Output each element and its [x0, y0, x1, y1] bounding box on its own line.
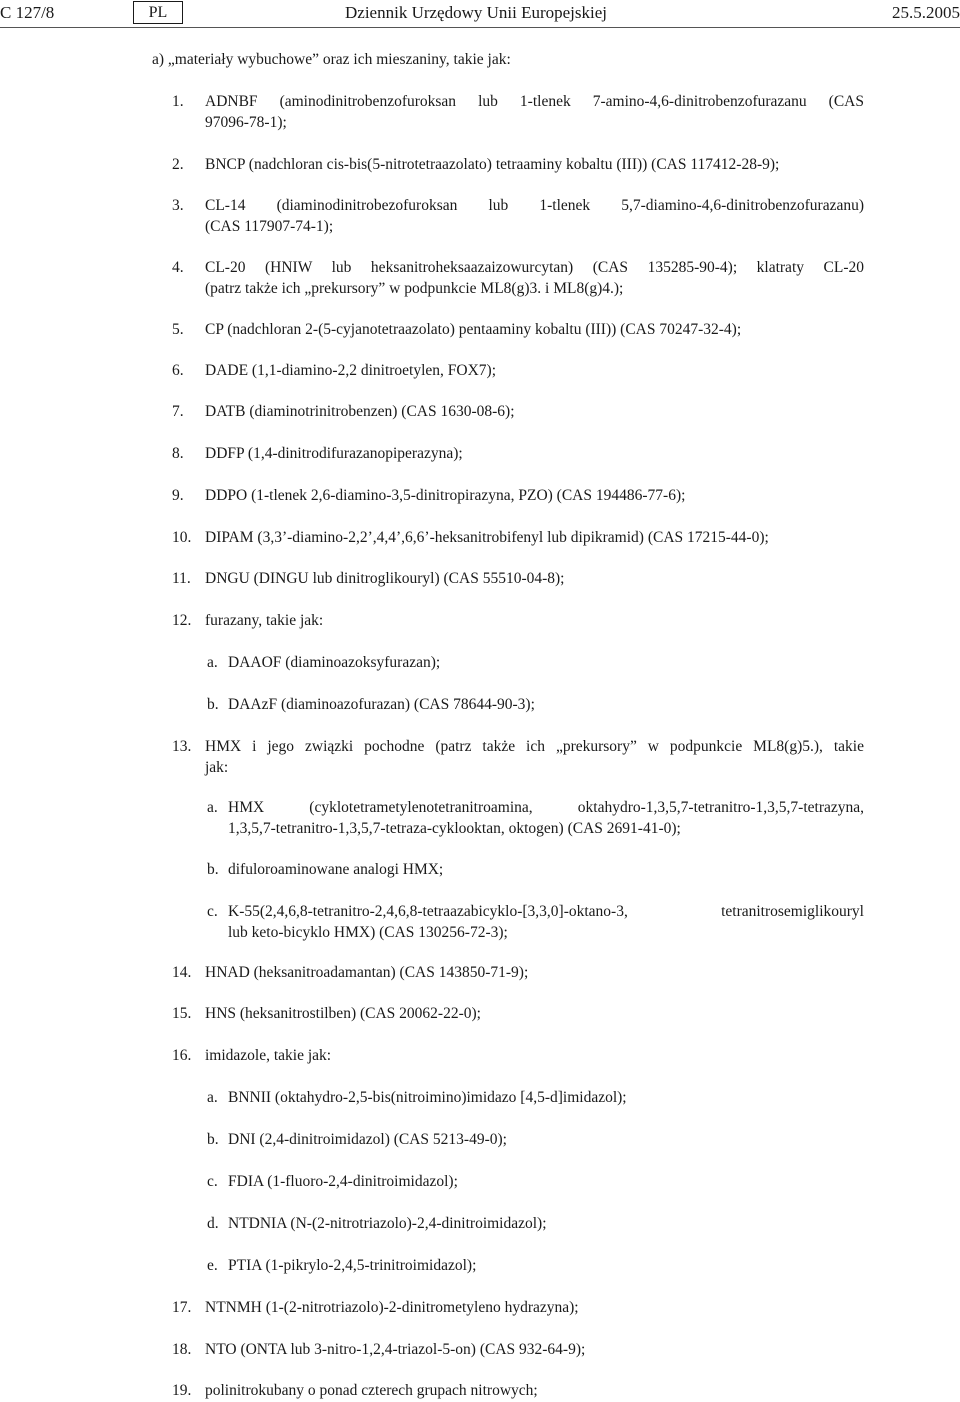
item-text: NTDNIA (N-(2-nitrotriazolo)-2,4-dinitroimidazol); [228, 1215, 547, 1232]
item-text: CL-14 (diaminodinitrobezofuroksan lub 1-tlenek 5,7-diamino-4,6-dinitrobenzofurazanu) [205, 197, 864, 214]
item-text-continuation: 1,3,5,7-tetranitro-1,3,5,7-tetraza-cyklooktan, oktogen) (CAS 2691-41-0); [228, 820, 681, 837]
item-text: ADNBF (aminodinitrobenzofuroksan lub 1-tlenek 7-amino-4,6-dinitrobenzofurazanu (CAS [205, 93, 864, 110]
item-number: 7. [172, 403, 184, 420]
item-number: c. [207, 903, 218, 920]
item-number: 3. [172, 197, 184, 214]
header-rule [0, 27, 960, 28]
item-text: DDFP (1,4-dinitrodifurazanopiperazyna); [205, 445, 463, 462]
item-number: 16. [172, 1047, 192, 1064]
item-number: 14. [172, 964, 192, 981]
item-text: HNS (heksanitrostilben) (CAS 20062-22-0); [205, 1005, 481, 1022]
page-reference: C 127/8 [0, 3, 55, 22]
item-number: b. [207, 1131, 219, 1148]
intro-text: a) „materiały wybuchowe” oraz ich mieszaniny, takie jak: [152, 51, 511, 68]
item-number: c. [207, 1173, 218, 1190]
item-text-continuation: jak: [205, 759, 229, 776]
item-text: DIPAM (3,3’-diamino-2,2’,4,4’,6,6’-heksanitrobifenyl lub dipikramid) (CAS 17215-44-0); [205, 529, 769, 546]
item-text: FDIA (1-fluoro-2,4-dinitroimidazol); [228, 1173, 458, 1190]
item-number: 17. [172, 1299, 192, 1316]
item-number: a. [207, 1089, 218, 1106]
item-text: DNGU (DINGU lub dinitroglikouryl) (CAS 55510-04-8); [205, 570, 565, 587]
item-text: DATB (diaminotrinitrobenzen) (CAS 1630-08-6); [205, 403, 515, 420]
item-text: difuloroaminowane analogi HMX; [228, 861, 444, 878]
item-number: 2. [172, 156, 184, 173]
item-number: 4. [172, 259, 184, 276]
item-number: 10. [172, 529, 192, 546]
item-text-continuation: lub keto-bicyklo HMX) (CAS 130256-72-3); [228, 924, 508, 941]
item-number: 9. [172, 487, 184, 504]
item-number: b. [207, 696, 219, 713]
item-text: HMX (cyklotetrametylenotetranitroamina, oktahydro-1,3,5,7-tetranitro-1,3,5,7-tetrazyna, [228, 799, 864, 816]
language-badge: PL [133, 1, 183, 24]
item-text-continuation: 97096-78-1); [205, 114, 287, 131]
item-text: NTNMH (1-(2-nitrotriazolo)-2-dinitrometyleno hydrazyna); [205, 1299, 579, 1316]
item-text-continuation: (patrz także ich „prekursory” w podpunkcie ML8(g)3. i ML8(g)4.); [205, 280, 624, 297]
item-number: 18. [172, 1341, 192, 1358]
item-text: DAAOF (diaminoazoksyfurazan); [228, 654, 441, 671]
item-text: DNI (2,4-dinitroimidazol) (CAS 5213-49-0); [228, 1131, 507, 1148]
page-header [0, 0, 960, 28]
journal-title: Dziennik Urzędowy Unii Europejskiej [345, 3, 608, 22]
item-text: BNNII (oktahydro-2,5-bis(nitroimino)imidazo [4,5-d]imidazol); [228, 1089, 627, 1106]
item-text: polinitrokubany o ponad czterech grupach nitrowych; [205, 1382, 538, 1399]
item-text: CL-20 (HNIW lub heksanitroheksaazaizowurcytan) (CAS 135285-90-4); klatraty CL-20 [205, 259, 864, 276]
publication-date: 25.5.2005 [892, 3, 960, 22]
item-text: DAAzF (diaminoazofurazan) (CAS 78644-90-3); [228, 696, 535, 713]
item-number: 19. [172, 1382, 192, 1399]
item-number: 13. [172, 738, 192, 755]
item-text-continuation: (CAS 117907-74-1); [205, 218, 334, 235]
item-number: 15. [172, 1005, 192, 1022]
item-text: CP (nadchloran 2-(5-cyjanotetraazolato) pentaaminy kobaltu (III)) (CAS 70247-32-4); [205, 321, 742, 338]
item-text: imidazole, takie jak: [205, 1047, 332, 1064]
item-text: NTO (ONTA lub 3-nitro-1,2,4-triazol-5-on) (CAS 932-64-9); [205, 1341, 586, 1358]
item-text: HNAD (heksanitroadamantan) (CAS 143850-71-9); [205, 964, 529, 981]
item-text: PTIA (1-pikrylo-2,4,5-trinitroimidazol); [228, 1257, 477, 1274]
item-number: a. [207, 799, 218, 816]
item-number: a. [207, 654, 218, 671]
item-number: 5. [172, 321, 184, 338]
item-number: 8. [172, 445, 184, 462]
item-number: 11. [172, 570, 191, 587]
item-number: 12. [172, 612, 192, 629]
item-number: d. [207, 1215, 219, 1232]
item-number: 1. [172, 93, 184, 110]
item-text: BNCP (nadchloran cis-bis(5-nitrotetraazolato) tetraaminy kobaltu (III)) (CAS 117412-28-9); [205, 156, 780, 173]
item-number: b. [207, 861, 219, 878]
item-text: HMX i jego związki pochodne (patrz także ich „prekursory” w podpunkcie ML8(g)5.), takie [205, 738, 864, 755]
item-text: DDPO (1-tlenek 2,6-diamino-3,5-dinitropirazyna, PZO) (CAS 194486-77-6); [205, 487, 686, 504]
item-text: DADE (1,1-diamino-2,2 dinitroetylen, FOX7); [205, 362, 497, 379]
item-text: K-55(2,4,6,8-tetranitro-2,4,6,8-tetraazabicyklo-[3,3,0]-oktano-3, tetranitrosemiglikouryl [228, 903, 864, 920]
item-number: 6. [172, 362, 184, 379]
item-number: e. [207, 1257, 218, 1274]
item-text: furazany, takie jak: [205, 612, 324, 629]
